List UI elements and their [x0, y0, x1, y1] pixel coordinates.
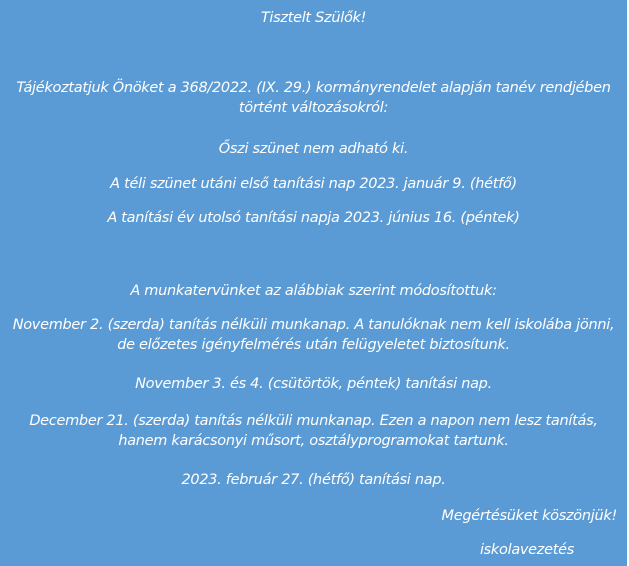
signature: iskolavezetés [479, 542, 574, 558]
plan-heading: A munkatervünket az alábbiak szerint módosítottuk: [130, 283, 497, 299]
plan-item-november-2: November 2. (szerda) tanítás nélküli munkanap. A tanulóknak nem kell iskolába jönni, de előzetes igényfelmérés után felügyeletet biztosítunk. [12, 317, 615, 353]
plan-item-december-21: December 21. (szerda) tanítás nélküli munkanap. Ezen a napon nem lesz tanítás, hanem karácsonyi műsort, osztályprogramokat tartunk. [29, 413, 598, 449]
change-last-school-day: A tanítási év utolsó tanítási napja 2023. június 16. (péntek) [107, 210, 520, 226]
closing-thanks: Megértésüket köszönjük! [441, 508, 617, 524]
greeting: Tisztelt Szülők! [260, 10, 367, 26]
plan-item-november-3-4: November 3. és 4. (csütörtök, péntek) tanítási nap. [135, 376, 492, 392]
change-winter-break: A téli szünet utáni első tanítási nap 2023. január 9. (hétfő) [110, 176, 517, 192]
change-autumn-break: Őszi szünet nem adható ki. [218, 141, 409, 157]
plan-item-february-27: 2023. február 27. (hétfő) tanítási nap. [181, 472, 446, 488]
intro-paragraph: Tájékoztatjuk Önöket a 368/2022. (IX. 29.) kormányrendelet alapján tanév rendjében történt változásokról: [16, 80, 611, 116]
